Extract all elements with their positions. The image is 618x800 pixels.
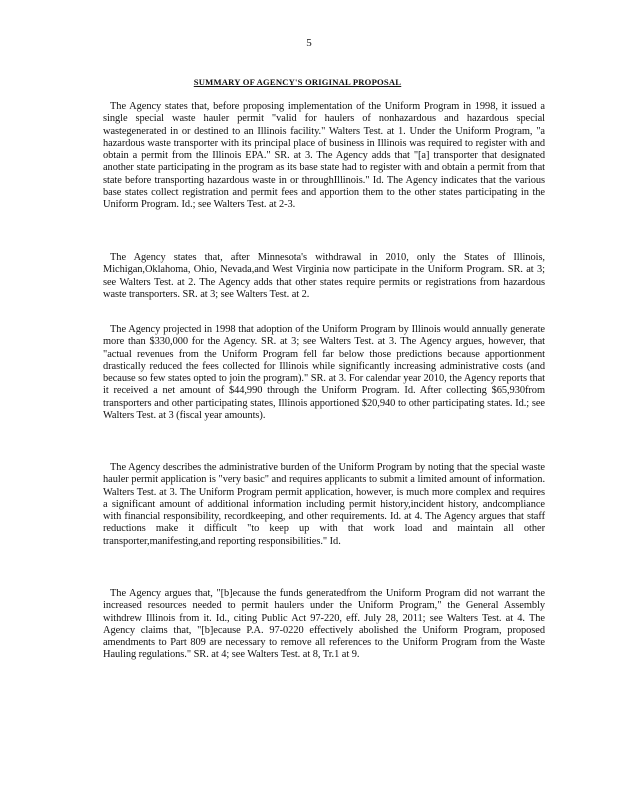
paragraph-5: The Agency argues that, "[b]ecause the funds generatedfrom the Uniform Program did not warrant the increased resources needed to permit haulers under the Uniform Program," the General Assembly withdrew Illinois from it. Id., citing Public Act 97-220, eff. July 28, 2011; see Walters Test. at 4. The Agency claims that, "[b]ecause P.A. 97-0220 effectively abolished the Uniform Program, proposed amendments to Part 809 are necessary to remove all references to the Uniform Program from the Waste Hauling regulations." SR. at 4; see Walters Test. at 8, Tr.1 at 9. [103, 588, 545, 661]
paragraph-4: The Agency describes the administrative burden of the Uniform Program by noting that the special waste hauler permit application is "very basic" and requires applicants to submit a limited amount of information. Walters Test. at 3. The Uniform Program permit application, however, is much more complex and requires a significant amount of additional information including permit history,incident history, andcompliance with financial responsibility, recordkeeping, and other requirements. Id. at 4. The Agency argues that staff reductions make it difficult "to keep up with that work load and maintain all other transporter,manifesting,and reporting responsibilities." Id. [103, 462, 545, 547]
paragraph-1: The Agency states that, before proposing implementation of the Uniform Program in 1998, it issued a single special waste hauler permit "valid for haulers of nonhazardous and hazardous special wastegenerated in or destined to an Illinois facility." Walters Test. at 1. Under the Uniform Program, "a hazardous waste transporter with its principal place of business in Illinois was required to register with and obtain a permit from the Illinois EPA." SR. at 3. The Agency adds that "[a] transporter that designated another state participating in the program as its base state had to register with and obtain a permit from that state before transporting hazardous waste in or throughIllinois." Id. The Agency indicates that the various base states collect registration and permit fees and apportion them to the other states participating in the Uniform Program. Id.; see Walters Test. at 2-3. [103, 101, 545, 211]
section-heading: SUMMARY OF AGENCY'S ORIGINAL PROPOSAL [193, 77, 402, 87]
paragraph-3: The Agency projected in 1998 that adoption of the Uniform Program by Illinois would annually generate more than $330,000 for the Agency. SR. at 3; see Walters Test. at 3. The Agency argues, however, that "actual revenues from the Uniform Program fell far below those predictions because apportionment drastically reduced the fees collected for Illinois while significantly increasing administrative costs (and because so few states opted to join the program)." SR. at 3. For calendar year 2010, the Agency reports that it received a net amount of $44,990 through the Uniform Program. Id. After collecting $65,930from transporters and other participating states, Illinois apportioned $20,940 to other participating states. Id.; see Walters Test. at 3 (fiscal year amounts). [103, 324, 545, 422]
paragraph-2: The Agency states that, after Minnesota's withdrawal in 2010, only the States of Illinois, Michigan,Oklahoma, Ohio, Nevada,and West Virginia now participate in the Uniform Program. SR. at 3; see Walters Test. at 2. The Agency adds that other states require permits or registrations from hazardous waste transporters. SR. at 3; see Walters Test. at 2. [103, 252, 545, 300]
page-number: 5 [306, 37, 312, 49]
